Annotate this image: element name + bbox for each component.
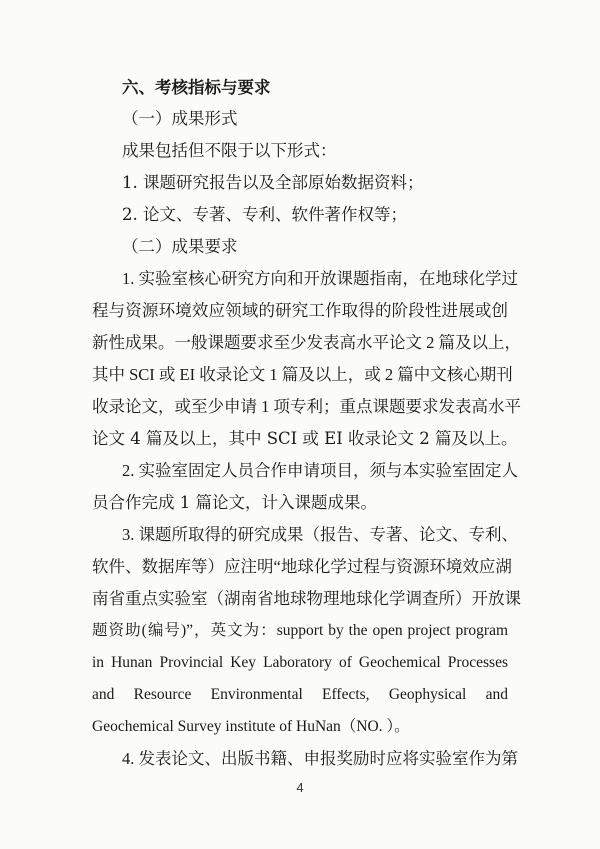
para2-line: 2. 实验室固定人员合作申请项目，须与本实验室固定人 [122,461,518,480]
subsection-heading-requirements: （二）成果要求 [122,237,238,256]
para3-line: 题资助(编号)”，英文为：support by the open project program [92,622,508,639]
para1-line: 新性成果。一般课题要求至少发表高水平论文 2 篇及以上， [92,333,521,352]
para1-line: 1. 实验室核心研究方向和开放课题指南，在地球化学过 [122,269,518,288]
para1-line: 程与资源环境效应领域的研究工作取得的阶段性进展或创 [92,301,508,320]
para1-line: 其中 SCI 或 EI 收录论文 1 篇及以上，或 2 篇中文核心期刊 [92,365,513,384]
para1-line: 收录论文，或至少申请 1 项专利；重点课题要求发表高水平 [92,397,521,416]
para2-line: 员合作完成 1 篇论文，计入课题成果。 [92,493,377,512]
outputs-item-1: 1. 课题研究报告以及全部原始数据资料； [122,173,424,192]
subsection-heading-outputs: （一）成果形式 [122,109,238,128]
para3-line: 南省重点实验室（湖南省地球物理地球化学调查所）开放课 [92,589,521,608]
outputs-item-2: 2. 论文、专著、专利、软件著作权等； [122,205,407,224]
para1-line: 论文 4 篇及以上，其中 SCI 或 EI 收录论文 2 篇及以上。 [92,429,518,448]
para3-line: Geochemical Survey institute of HuNan（NO. ）。 [92,718,410,735]
page-number: 4 [296,780,304,795]
para3-line: 3. 课题所取得的研究成果（报告、专著、论文、专利、 [122,525,518,544]
para3-line: 软件、数据库等）应注明“地球化学过程与资源环境效应湖 [92,557,512,576]
section-heading: 六、考核指标与要求 [122,78,271,97]
outputs-intro: 成果包括但不限于以下形式： [122,141,337,160]
para3-line: in Hunan Provincial Key Laboratory of Geochemical Processes [92,654,508,671]
para3-line: and Resource Environmental Effects, Geophysical and [92,686,508,703]
para4-line: 4. 发表论文、出版书籍、申报奖励时应将实验室作为第 [122,749,518,768]
